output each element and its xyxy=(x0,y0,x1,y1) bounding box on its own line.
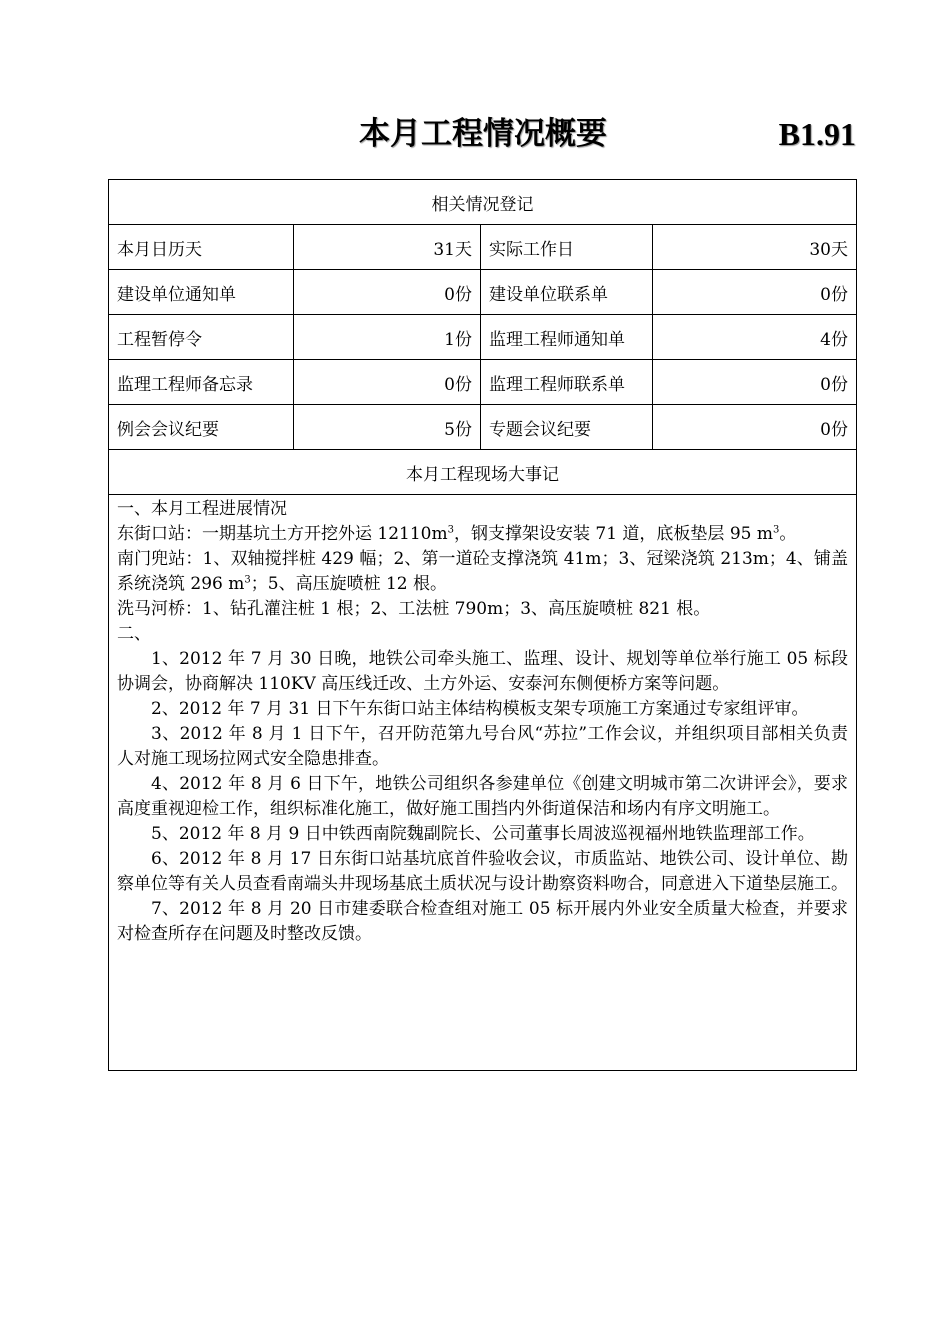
row-value: 1份 xyxy=(294,315,481,360)
event-item: 7、2012 年 8 月 20 日市建委联合检查组对施工 05 标开展内外业安全质量大检查，并要求对检查所存在问题及时整改反馈。 xyxy=(117,899,848,944)
summary-table xyxy=(108,179,857,1071)
row-label: 监理工程师联系单 xyxy=(481,360,653,405)
events-row xyxy=(109,495,857,1071)
row-value: 0份 xyxy=(653,405,857,450)
event-item: 3、2012 年 8 月 1 日下午，召开防范第九号台风“苏拉”工作会议，并组织项目部相关负责人对施工现场拉网式安全隐患排查。 xyxy=(117,724,848,769)
row-label: 专题会议纪要 xyxy=(481,405,653,450)
event-item: 1、2012 年 7 月 30 日晚，地铁公司牵头施工、监理、设计、规划等单位举行施工 05 标段协调会，协商解决 110KV 高压线迁改、土方外运、安泰河东侧便桥方案等问题。 xyxy=(117,649,848,694)
progress-ximahe: 洗马河桥：1、钻孔灌注桩 1 根；2、工法桩 790m；3、高压旋喷桩 821 根。 xyxy=(117,599,711,619)
row-value: 0份 xyxy=(653,270,857,315)
event-item: 2、2012 年 7 月 31 日下午东街口站主体结构模板支架专项施工方案通过专家组评审。 xyxy=(151,699,809,719)
row-value: 0份 xyxy=(294,360,481,405)
row-label: 监理工程师通知单 xyxy=(481,315,653,360)
row-label: 例会会议纪要 xyxy=(109,405,294,450)
row-label: 实际工作日 xyxy=(481,225,653,270)
section-header-row xyxy=(109,450,857,495)
row-label: 监理工程师备忘录 xyxy=(109,360,294,405)
section-title-events: 本月工程现场大事记 xyxy=(109,450,857,495)
row-value: 30天 xyxy=(653,225,857,270)
events-body xyxy=(117,497,848,947)
event-item: 4、2012 年 8 月 6 日下午，地铁公司组织各参建单位《创建文明城市第二次讲评会》，要求高度重视迎检工作，组织标准化施工，做好施工围挡内外街道保洁和场内有序文明施工。 xyxy=(117,774,848,819)
row-label: 工程暂停令 xyxy=(109,315,294,360)
table-row xyxy=(109,360,857,405)
progress-nanmendou: 南门兜站：1、双轴搅拌桩 429 幅；2、第一道砼支撑浇筑 41m；3、冠梁浇筑 213m；4、铺盖系统浇筑 296 $m^3$；5、高压旋喷桩 12 根。 xyxy=(117,549,848,594)
events-cell xyxy=(109,495,857,1071)
row-value: 31天 xyxy=(294,225,481,270)
row-value: 5份 xyxy=(294,405,481,450)
document-header xyxy=(110,112,856,160)
row-label: 本月日历天 xyxy=(109,225,294,270)
row-value: 4份 xyxy=(653,315,857,360)
table-row xyxy=(109,270,857,315)
progress-heading: 一、本月工程进展情况 xyxy=(117,499,287,519)
row-value: 0份 xyxy=(653,360,857,405)
section-title-registration: 相关情况登记 xyxy=(109,180,857,225)
table-row xyxy=(109,405,857,450)
event-item: 6、2012 年 8 月 17 日东街口站基坑底首件验收会议，市质监站、地铁公司、设计单位、勘察单位等有关人员查看南端头井现场基底土质状况与设计勘察资料吻合，同意进入下道垫层施工。 xyxy=(117,849,848,894)
events-heading: 二、 xyxy=(117,624,151,644)
progress-dongjiekou: 东街口站：一期基坑土方开挖外运 $12110m^3$，钢支撑架设安装 71 道，底板垫层 95 $m^3$。 xyxy=(117,524,797,544)
event-item: 5、2012 年 8 月 9 日中铁西南院魏副院长、公司董事长周波巡视福州地铁监理部工作。 xyxy=(151,824,815,844)
form-code: B1.91 xyxy=(778,116,856,152)
table-row xyxy=(109,315,857,360)
table-row xyxy=(109,225,857,270)
row-label: 建设单位通知单 xyxy=(109,270,294,315)
row-value: 0份 xyxy=(294,270,481,315)
row-label: 建设单位联系单 xyxy=(481,270,653,315)
document-title: 本月工程情况概要 xyxy=(359,116,607,152)
section-header-row xyxy=(109,180,857,225)
